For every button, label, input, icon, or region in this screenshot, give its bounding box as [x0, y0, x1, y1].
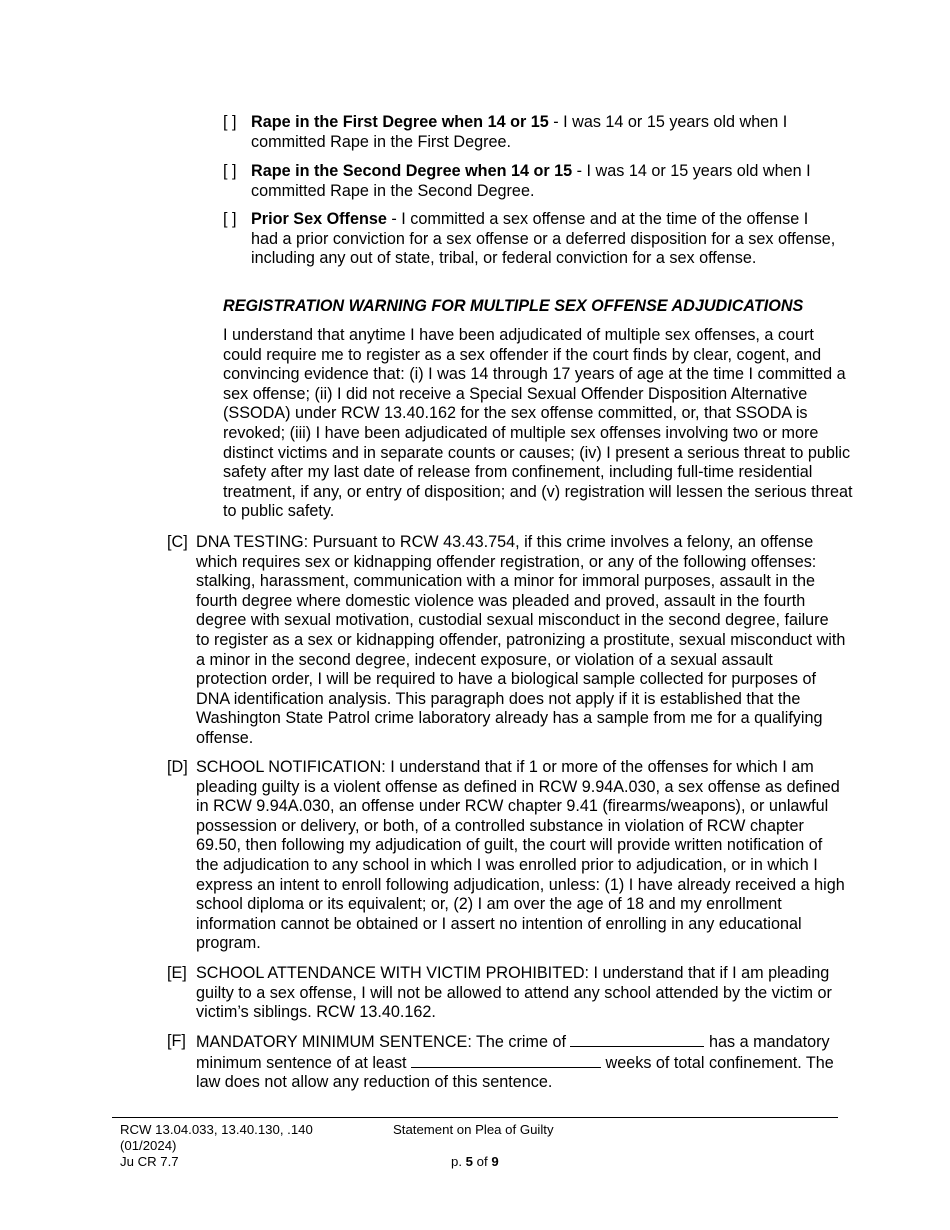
- checkbox[interactable]: [ ]: [223, 210, 237, 228]
- item-title: Prior Sex Offense: [251, 210, 387, 228]
- footer-statute: RCW 13.04.033, 13.40.130, .140: [120, 1122, 313, 1137]
- section-label: [F]: [167, 1032, 186, 1050]
- section-f-text-part2: has a mandatory minimum sentence of at least: [196, 1033, 830, 1072]
- section-text: [196, 1032, 846, 1093]
- item-text: - I was 14 or 15 years old when I committed Rape in the Second Degree.: [251, 162, 811, 200]
- section-text: DNA TESTING: Pursuant to RCW 43.43.754, if this crime involves a felony, an offense which requires sex or kidnapping offender registration, or any of the following offenses: stalking, harassment, communication with a minor for immoral purposes, assault in the fourth degree where domestic violence was pleaded and proved, assault in the fourth degree with sexual motivation, custodial sexual misconduct in the second degree, failure to register as a sex or kidnapping offender, patronizing a prostitute, sexual misconduct with a minor in the second degree, indecent exposure, or violation of a sexual assault protection order, I will be required to have a biological sample collected for purposes of DNA identification analysis. This paragraph does not apply if it is established that the Washington State Patrol crime laboratory already has a sample from me for a qualifying offense.: [196, 533, 846, 747]
- item-text: - I committed a sex offense and at the time of the offense I had a prior conviction for a sex offense or a deferred disposition for a sex offense, including any out of state, tribal, or federal conviction for a sex offense.: [251, 210, 836, 268]
- registration-warning-heading: REGISTRATION WARNING FOR MULTIPLE SEX OFFENSE ADJUDICATIONS: [223, 297, 804, 315]
- checkbox[interactable]: [ ]: [223, 162, 237, 180]
- footer-rule-citation: Ju CR 7.7: [120, 1154, 179, 1169]
- item-title: Rape in the First Degree when 14 or 15: [251, 113, 549, 131]
- page-prefix: p.: [451, 1154, 466, 1169]
- section-f-text-part3: weeks of total confinement. The law does not allow any reduction of this sentence.: [196, 1053, 834, 1092]
- section-f-text-part1: MANDATORY MINIMUM SENTENCE: The crime of: [196, 1033, 566, 1051]
- section-label: [E]: [167, 964, 187, 982]
- section-text: SCHOOL NOTIFICATION: I understand that if 1 or more of the offenses for which I am pleading guilty is a violent offense as defined in RCW 9.94A.030, a sex offense as defined in RCW 9.94A.030, an offense under RCW chapter 9.41 (firearms/weapons), or unlawful possession or delivery, or both, of a controlled substance in violation of RCW chapter 69.50, then following my adjudication of guilt, the court will provide written notification of the adjudication to any school in which I was enrolled prior to adjudication, or in which I express an intent to enroll following adjudication, unless: (1) I have already received a high school diploma or its equivalent; or, (2) I am over the age of 18 and my enrollment information cannot be obtained or I assert no intention of enrolling in any educational program.: [196, 758, 845, 953]
- footer-page-number: [451, 1154, 499, 1170]
- item-title: Rape in the Second Degree when 14 or 15: [251, 162, 573, 180]
- item-text: - I was 14 or 15 years old when I committed Rape in the First Degree.: [251, 113, 788, 151]
- footer-date: (01/2024): [120, 1138, 177, 1153]
- page-of: of: [473, 1154, 492, 1169]
- crime-name-blank[interactable]: [570, 1032, 704, 1047]
- registration-warning-text: I understand that anytime I have been adjudicated of multiple sex offenses, a court could require me to register as a sex offender if the court finds by clear, cogent, and convincing evidence that: (i) I was 14 through 17 years of age at the time I committed a sex offense; (ii) I did not receive a Special Sexual Offender Disposition Alternative (SSODA) under RCW 13.40.162 for the sex offense committed, or, that SSODA is revoked; (iii) I have been adjudicated of multiple sex offenses involving two or more distinct victims and in separate counts or causes; (iv) I present a serious threat to public safety after my last date of release from confinement, including full-time residential treatment, if any, or entry of disposition; and (v) registration will lessen the serious threat to public safety.: [223, 326, 853, 521]
- page-total: 9: [491, 1154, 499, 1169]
- footer-form-title: Statement on Plea of Guilty: [393, 1122, 554, 1137]
- weeks-blank[interactable]: [411, 1053, 601, 1068]
- checkbox[interactable]: [ ]: [223, 113, 237, 131]
- page-current: 5: [465, 1154, 474, 1169]
- section-label: [C]: [167, 533, 188, 551]
- section-text: SCHOOL ATTENDANCE WITH VICTIM PROHIBITED: I understand that if I am pleading guilty to a sex offense, I will not be allowed to attend any school attended by the victim or victim’s siblings. RCW 13.40.162.: [196, 964, 832, 1022]
- footer-divider: [112, 1117, 838, 1118]
- section-label: [D]: [167, 758, 188, 776]
